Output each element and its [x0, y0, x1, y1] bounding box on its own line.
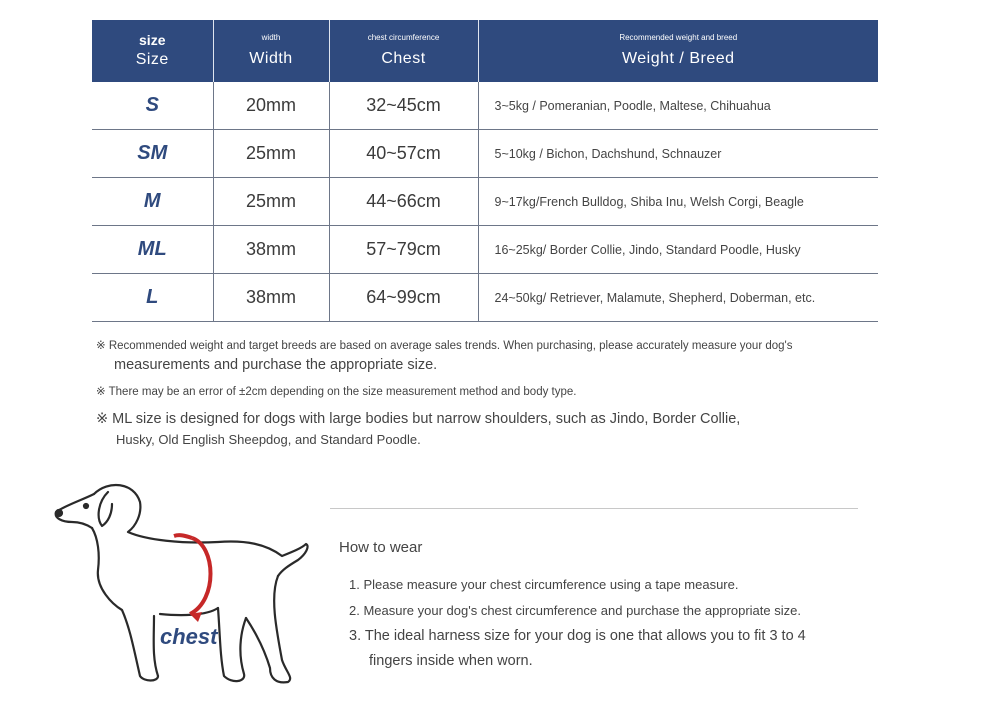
chest-cell: 40~57cm — [329, 130, 478, 178]
step-text: 3. The ideal harness size for your dog is one that allows you to fit 3 to 4 — [349, 628, 806, 644]
note-average-trends-cont: measurements and purchase the appropriate size. — [114, 357, 438, 373]
header-weight-breed: Recommended weight and breed Weight / Breed — [478, 20, 878, 82]
dog-outline-icon — [56, 485, 308, 682]
chest-label: chest — [160, 624, 218, 649]
how-to-wear-title: How to wear — [339, 539, 423, 556]
size-notes — [96, 338, 896, 450]
size-cell: SM — [92, 130, 213, 178]
table-row — [92, 130, 878, 178]
width-cell: 38mm — [213, 274, 329, 322]
header-size: size Size — [92, 20, 213, 82]
header-chest: chest circumference Chest — [329, 20, 478, 82]
size-cell: ML — [92, 226, 213, 274]
breed-cell: 24~50kg/ Retriever, Malamute, Shepherd, Doberman, etc. — [478, 274, 878, 322]
table-row — [92, 274, 878, 322]
note-average-trends: ※ Recommended weight and target breeds are based on average sales trends. When purchasing, please accurately measure your dog's — [96, 340, 793, 352]
step-text-cont: fingers inside when worn. — [369, 653, 533, 669]
arrow-icon — [174, 535, 192, 538]
table-header-row — [92, 20, 878, 82]
header-width: width Width — [213, 20, 329, 82]
breed-cell: 16~25kg/ Border Collie, Jindo, Standard Poodle, Husky — [478, 226, 878, 274]
size-cell: M — [92, 178, 213, 226]
width-cell: 20mm — [213, 82, 329, 130]
note-ml-size: ※ ML size is designed for dogs with large bodies but narrow shoulders, such as Jindo, Border Collie, — [96, 411, 741, 427]
note-ml-size-cont: Husky, Old English Sheepdog, and Standard Poodle. — [116, 432, 421, 447]
step-item — [349, 624, 869, 674]
width-cell: 25mm — [213, 178, 329, 226]
size-chart-table — [92, 20, 878, 322]
chest-cell: 64~99cm — [329, 274, 478, 322]
divider — [330, 508, 858, 509]
breed-cell: 9~17kg/French Bulldog, Shiba Inu, Welsh Corgi, Beagle — [478, 178, 878, 226]
step-item: 1. Please measure your chest circumference using a tape measure. — [349, 577, 739, 592]
how-to-wear-steps — [349, 576, 869, 674]
size-cell: S — [92, 82, 213, 130]
tape-measure-icon — [190, 538, 211, 614]
breed-cell: 3~5kg / Pomeranian, Poodle, Maltese, Chihuahua — [478, 82, 878, 130]
chest-cell: 32~45cm — [329, 82, 478, 130]
breed-cell: 5~10kg / Bichon, Dachshund, Schnauzer — [478, 130, 878, 178]
dog-chest-illustration — [50, 478, 312, 684]
width-cell: 25mm — [213, 130, 329, 178]
step-item: 2. Measure your dog's chest circumference and purchase the appropriate size. — [349, 603, 801, 618]
size-cell: L — [92, 274, 213, 322]
width-cell: 38mm — [213, 226, 329, 274]
table-row — [92, 226, 878, 274]
table-row — [92, 82, 878, 130]
note-measurement-error: ※ There may be an error of ±2cm depending on the size measurement method and body type. — [96, 386, 577, 398]
table-row — [92, 178, 878, 226]
chest-cell: 57~79cm — [329, 226, 478, 274]
chest-cell: 44~66cm — [329, 178, 478, 226]
